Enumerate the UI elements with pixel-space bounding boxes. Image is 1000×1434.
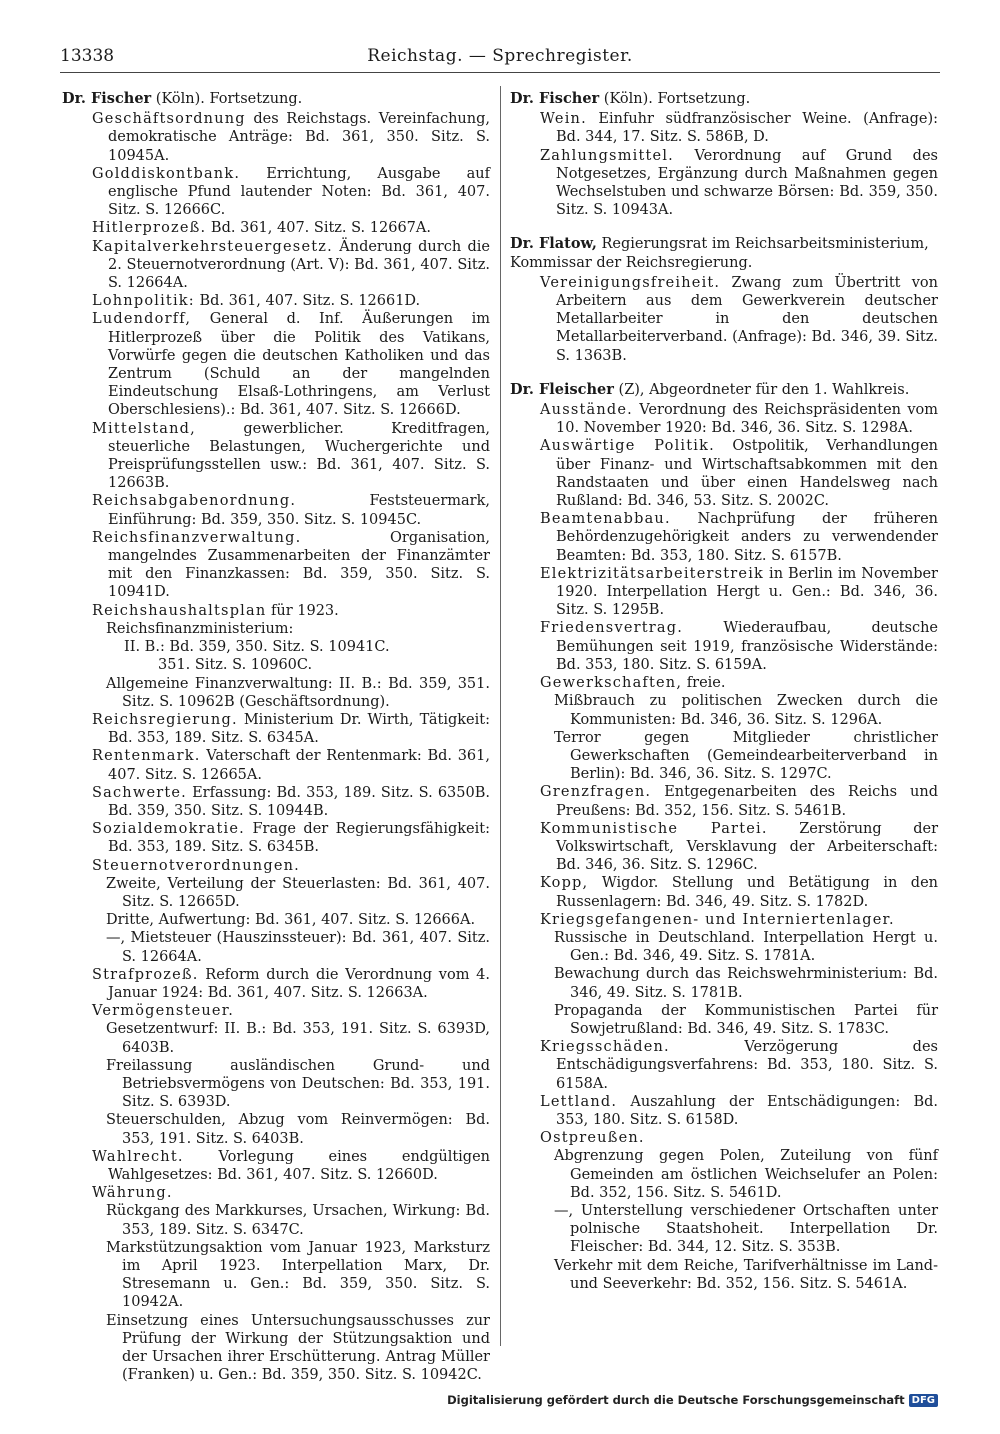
index-subentry: Mißbrauch zu politischen Zwecken durch die Kommunisten: Bd. 346, 36. Sitz. S. 1296A. [554, 693, 938, 728]
index-subentry: Propaganda der Kommunistischen Partei für Sowjetrußland: Bd. 346, 49. Sitz. S. 1783C. [554, 1002, 938, 1037]
index-entry [62, 602, 490, 620]
entry-text: Wigdor. Stellung und Betätigung in den Russenlagern: Bd. 346, 49. Sitz. S. 1782D. [556, 875, 938, 910]
entry-text: Bd. 361, 407. Sitz. S. 12667A. [206, 220, 431, 237]
index-subentry: Allgemeine Finanzverwaltung: II. B.: Bd. 359, 351. Sitz. S. 10962B (Geschäftsordnung). [106, 675, 490, 710]
entry-text: Auszahlung der Entschädigungen: Bd. 353, 180. Sitz. S. 6158D. [556, 1093, 938, 1128]
entry-keyword: Vereinigungsfreiheit. [540, 274, 721, 291]
entry-keyword: Golddiskontbank. [92, 165, 241, 182]
index-entry [62, 238, 490, 293]
entry-text: Frage der Regierungsfähigkeit: Bd. 353, 189. Sitz. S. 6345B. [108, 821, 490, 856]
index-entry [510, 674, 938, 692]
index-entry [62, 219, 490, 237]
entry-keyword: Kriegsgefangenen- und Interniertenlager. [540, 911, 895, 928]
header-rule [60, 72, 940, 73]
speaker-heading [510, 90, 938, 108]
entry-keyword: Kriegsschäden. [540, 1039, 670, 1056]
index-subentry: Terror gegen Mitglieder christlicher Gewerkschaften (Gemeindearbeiterverband in Berlin): Bd. 346, 36. Sitz. S. 1297C. [554, 729, 938, 783]
entry-text: Ostpolitik, Verhandlungen über Finanz- und Wirtschaftsabkommen mit den Randstaaten und über einen Handelsweg nach Rußland: Bd. 346, 53. Sitz. S. 2002C. [556, 438, 938, 510]
index-entry [62, 110, 490, 165]
index-subentry: —, Unterstellung verschiedener Ortschaften unter polnische Staatshoheit. Interpellation Dr. Fleischer: Bd. 344, 12. Sitz. S. 353B. [554, 1202, 938, 1256]
entry-text: Errichtung, Ausgabe auf englische Pfund lautender Noten: Bd. 361, 407. Sitz. S. 12666C. [108, 165, 490, 219]
index-subentry: Reichsfinanzministerium: [106, 620, 294, 637]
index-subentry: Bewachung durch das Reichswehrministerium: Bd. 346, 49. Sitz. S. 1781B. [554, 966, 938, 1001]
index-entry [510, 1038, 938, 1093]
entry-text: des Reichstags. Vereinfachung, demokratische Anträge: Bd. 361, 350. Sitz. S. 10945A. [108, 111, 490, 164]
index-entry [510, 437, 938, 510]
entry-keyword: Kommunistische Partei. [540, 820, 768, 837]
index-entry [62, 165, 490, 220]
index-entry [62, 1184, 490, 1202]
index-subentry: Rückgang des Markkurses, Ursachen, Wirkung: Bd. 353, 189. Sitz. S. 6347C. [106, 1203, 490, 1238]
running-head: Reichstag. — Sprechregister. [367, 46, 633, 66]
index-entry [510, 565, 938, 620]
index-entry [62, 420, 490, 493]
entry-keyword: Strafprozeß. [92, 966, 199, 983]
entry-keyword: Lohnpolitik: [92, 293, 195, 310]
entry-keyword: Rentenmark. [92, 748, 201, 765]
entry-keyword: Geschäftsordnung [92, 111, 246, 128]
index-entry [510, 274, 938, 365]
entry-text: Bd. 361, 407. Sitz. S. 12661D. [194, 293, 421, 310]
entry-text: Verzögerung des Entschädigungsverfahrens: Bd. 353, 180. Sitz. S. 6158A. [556, 1039, 938, 1092]
speaker-heading [510, 381, 938, 399]
spacer [510, 219, 938, 235]
entry-keyword: Reichshaushaltsplan [92, 602, 267, 619]
index-subentry: Einsetzung eines Untersuchungsausschusses zur Prüfung der Wirkung der Stützungsaktion und der Ursachen ihrer Erschütterung. Antrag Müller (Franken) u. Gen.: Bd. 359, 350. Sitz. S. 10942C. [106, 1312, 490, 1384]
entry-keyword: Reichsabgabenordnung. [92, 493, 297, 510]
index-subentry: Abgrenzung gegen Polen, Zuteilung von fünf Gemeinden am östlichen Weichselufer an Polen: Bd. 352, 156. Sitz. S. 5461D. [554, 1148, 938, 1201]
entry-keyword: Kopp, [540, 875, 589, 892]
entry-keyword: Steuernotverordnungen. [92, 857, 300, 874]
index-entry [510, 874, 938, 910]
speaker-info: (Köln). Fortsetzung. [151, 91, 303, 107]
index-entry [62, 820, 490, 856]
index-entry [510, 1093, 938, 1129]
entry-keyword: Sozialdemokratie. [92, 821, 245, 838]
index-entry [510, 783, 938, 819]
entry-keyword: Wahlrecht. [92, 1148, 184, 1165]
entry-text: Organisation, mangelndes Zusammenarbeiten der Finanzämter mit den Finanzkassen: Bd. 359, 350. Sitz. S. 10941D. [108, 529, 490, 601]
index-subentry: Freilassung ausländischen Grund- und Betriebsvermögens von Deutschen: Bd. 353, 191. Sitz. S. 6393D. [106, 1057, 490, 1111]
entry-text: für 1923. [266, 602, 339, 619]
entry-text: Zwang zum Übertritt von Arbeitern aus dem Gewerkverein deutscher Metallarbeiter in den deutschen Metallarbeiterverband. (Anfrage): Bd. 346, 39. Sitz. S. 1363B. [556, 274, 938, 364]
column-divider [500, 86, 501, 1346]
entry-text: Verordnung des Reichspräsidenten vom 10. November 1920: Bd. 346, 36. Sitz. S. 1298A. [556, 402, 938, 437]
index-entry [510, 401, 938, 437]
index-entry [62, 966, 490, 1002]
entry-text: Erfassung: Bd. 353, 189. Sitz. S. 6350B. Bd. 359, 350. Sitz. S. 10944B. [108, 784, 490, 819]
entry-text: Wiederaufbau, deutsche Bemühungen seit 1919, französische Widerstände: Bd. 353, 180. Sitz. S. 6159A. [556, 620, 938, 673]
entry-keyword: Reichsfinanzverwaltung. [92, 529, 302, 546]
entry-keyword: Friedensvertrag. [540, 620, 684, 637]
index-subentry: Verkehr mit dem Reiche, Tarifverhältnisse im Land- und Seeverkehr: Bd. 352, 156. Sitz. S. 5461A. [554, 1257, 938, 1292]
index-entry [510, 1129, 938, 1147]
index-entry [510, 510, 938, 565]
entry-text: freie. [682, 675, 726, 692]
entry-text: Vorlegung eines endgültigen Wahlgesetzes: Bd. 361, 407. Sitz. S. 12660D. [108, 1148, 490, 1183]
index-entry [62, 310, 490, 419]
index-entry [510, 911, 938, 929]
entry-keyword: Reichsregierung. [92, 711, 238, 728]
entry-keyword: Auswärtige Politik. [540, 438, 715, 455]
entry-text: Entgegenarbeiten des Reichs und Preußens: Bd. 352, 156. Sitz. S. 5461B. [556, 784, 938, 819]
entry-keyword: Mittelstand, [92, 420, 196, 437]
speaker-name: Dr. Fischer [62, 90, 152, 107]
index-subentry: Zweite, Verteilung der Steuerlasten: Bd. 361, 407. Sitz. S. 12665D. [106, 875, 490, 910]
index-subentry: Dritte, Aufwertung: Bd. 361, 407. Sitz. S. 12666A. [106, 912, 476, 929]
entry-keyword: Lettland. [540, 1093, 618, 1110]
index-entry [510, 147, 938, 220]
index-subentry: —, Mietsteuer (Hauszinssteuer): Bd. 361, 407. Sitz. S. 12664A. [106, 930, 490, 965]
footer [447, 1393, 938, 1407]
right-column [510, 90, 938, 1293]
entry-text: Änderung durch die 2. Steuernotverordnung (Art. V): Bd. 361, 407. Sitz. S. 12664A. [108, 238, 490, 292]
entry-keyword: Gewerkschaften, [540, 675, 683, 692]
entry-text: in Berlin im November 1920. Interpellation Hergt u. Gen.: Bd. 346, 36. Sitz. S. 1295B. [556, 565, 938, 619]
entry-text: Zerstörung der Volkswirtschaft, Versklavung der Arbeiterschaft: Bd. 346, 36. Sitz. S. 1296C. [556, 820, 938, 874]
speaker-heading [510, 235, 938, 271]
index-entry [62, 1148, 490, 1184]
entry-keyword: Kapitalverkehrsteuergesetz. [92, 238, 333, 255]
entry-text: Vaterschaft der Rentenmark: Bd. 361, 407. Sitz. S. 12665A. [108, 748, 490, 783]
index-entry [510, 110, 938, 146]
entry-keyword: Ludendorff, [92, 311, 192, 328]
page-number: 13338 [60, 46, 115, 66]
speaker-name: Dr. Flatow, [510, 235, 597, 253]
index-subentry: Markstützungsaktion vom Januar 1923, Marksturz im April 1923. Interpellation Marx, Dr. Stresemann u. Gen.: Bd. 359, 350. Sitz. S. 10942A. [106, 1239, 490, 1311]
entry-text: Feststeuermark, Einführung: Bd. 359, 350. Sitz. S. 10945C. [108, 493, 490, 528]
index-subentry: Russische in Deutschland. Interpellation Hergt u. Gen.: Bd. 346, 49. Sitz. S. 1781A. [554, 929, 938, 965]
speaker-info: (Z), Abgeordneter für den 1. Wahlkreis. [613, 381, 910, 398]
entry-keyword: Zahlungsmittel. [540, 147, 674, 164]
entry-keyword: Ostpreußen. [540, 1130, 645, 1147]
index-subentry: 351. Sitz. S. 10960C. [158, 657, 313, 674]
entry-text: Einfuhr südfranzösischer Weine. (Anfrage): Bd. 344, 17. Sitz. S. 586B, D. [556, 111, 938, 146]
speaker-name: Dr. Fleischer [510, 380, 614, 398]
index-subentry: Steuerschulden, Abzug vom Reinvermögen: Bd. 353, 191. Sitz. S. 6403B. [106, 1112, 490, 1147]
spacer [510, 365, 938, 381]
entry-keyword: Währung. [92, 1185, 173, 1202]
speaker-name: Dr. Fischer [510, 90, 600, 107]
speaker-heading [62, 90, 490, 108]
footer-credit: Digitalisierung gefördert durch die Deutsche Forschungsgemeinschaft [447, 1393, 905, 1407]
index-entry [62, 292, 490, 310]
entry-text: gewerblicher. Kreditfragen, steuerliche Belastungen, Wuchergerichte und Preisprüfungsstellen usw.: Bd. 361, 407. Sitz. S. 12663B. [108, 420, 490, 492]
entry-keyword: Wein. [540, 111, 587, 128]
index-entry [62, 784, 490, 820]
index-subentry: II. B.: Bd. 359, 350. Sitz. S. 10941C. [124, 639, 390, 656]
index-entry [62, 1002, 490, 1020]
entry-text: Reform durch die Verordnung vom 4. Januar 1924: Bd. 361, 407. Sitz. S. 12663A. [108, 966, 490, 1001]
index-entry [62, 857, 490, 875]
speaker-info: Regierungsrat im Reichsarbeitsministerium, Kommissar der Reichsregierung. [510, 236, 929, 271]
entry-keyword: Beamtenabbau. [540, 511, 671, 528]
index-entry [510, 820, 938, 875]
index-entry [62, 747, 490, 783]
entry-keyword: Elektrizitätsarbeiterstreik [540, 565, 765, 582]
index-entry [62, 492, 490, 528]
entry-text: Verordnung auf Grund des Notgesetzes, Ergänzung durch Maßnahmen gegen Wechselstuben und schwarze Börsen: Bd. 359, 350. Sitz. S. 10943A. [556, 147, 938, 219]
entry-keyword: Sachwerte. [92, 784, 187, 801]
index-subentry: Gesetzentwurf: II. B.: Bd. 353, 191. Sitz. S. 6393D, 6403B. [106, 1021, 490, 1056]
entry-text: General d. Inf. Äußerungen im Hitlerprozeß über die Politik des Vatikans, Vorwürfe gegen die deutschen Katholiken und das Zentrum (Schuld an der mangelnden Eindeutschung Elsaß-Lothringens, am Verlust Oberschlesiens).: Bd. 361, 407. Sitz. S. 12666D. [108, 311, 490, 419]
entry-keyword: Grenzfragen. [540, 784, 652, 801]
dfg-logo: DFG [909, 1394, 938, 1407]
index-entry [62, 711, 490, 747]
index-entry [62, 529, 490, 602]
speaker-info: (Köln). Fortsetzung. [599, 91, 751, 107]
entry-keyword: Hitlerprozeß. [92, 220, 207, 237]
left-column [62, 90, 490, 1384]
index-entry [510, 619, 938, 674]
entry-keyword: Vermögensteuer. [92, 1003, 235, 1020]
entry-text: Ministerium Dr. Wirth, Tätigkeit: Bd. 353, 189. Sitz. S. 6345A. [108, 711, 490, 747]
entry-text: Nachprüfung der früheren Behördenzugehörigkeit anders zu verwendender Beamten: Bd. 353, 180. Sitz. S. 6157B. [556, 511, 938, 564]
entry-keyword: Ausstände. [540, 402, 633, 419]
